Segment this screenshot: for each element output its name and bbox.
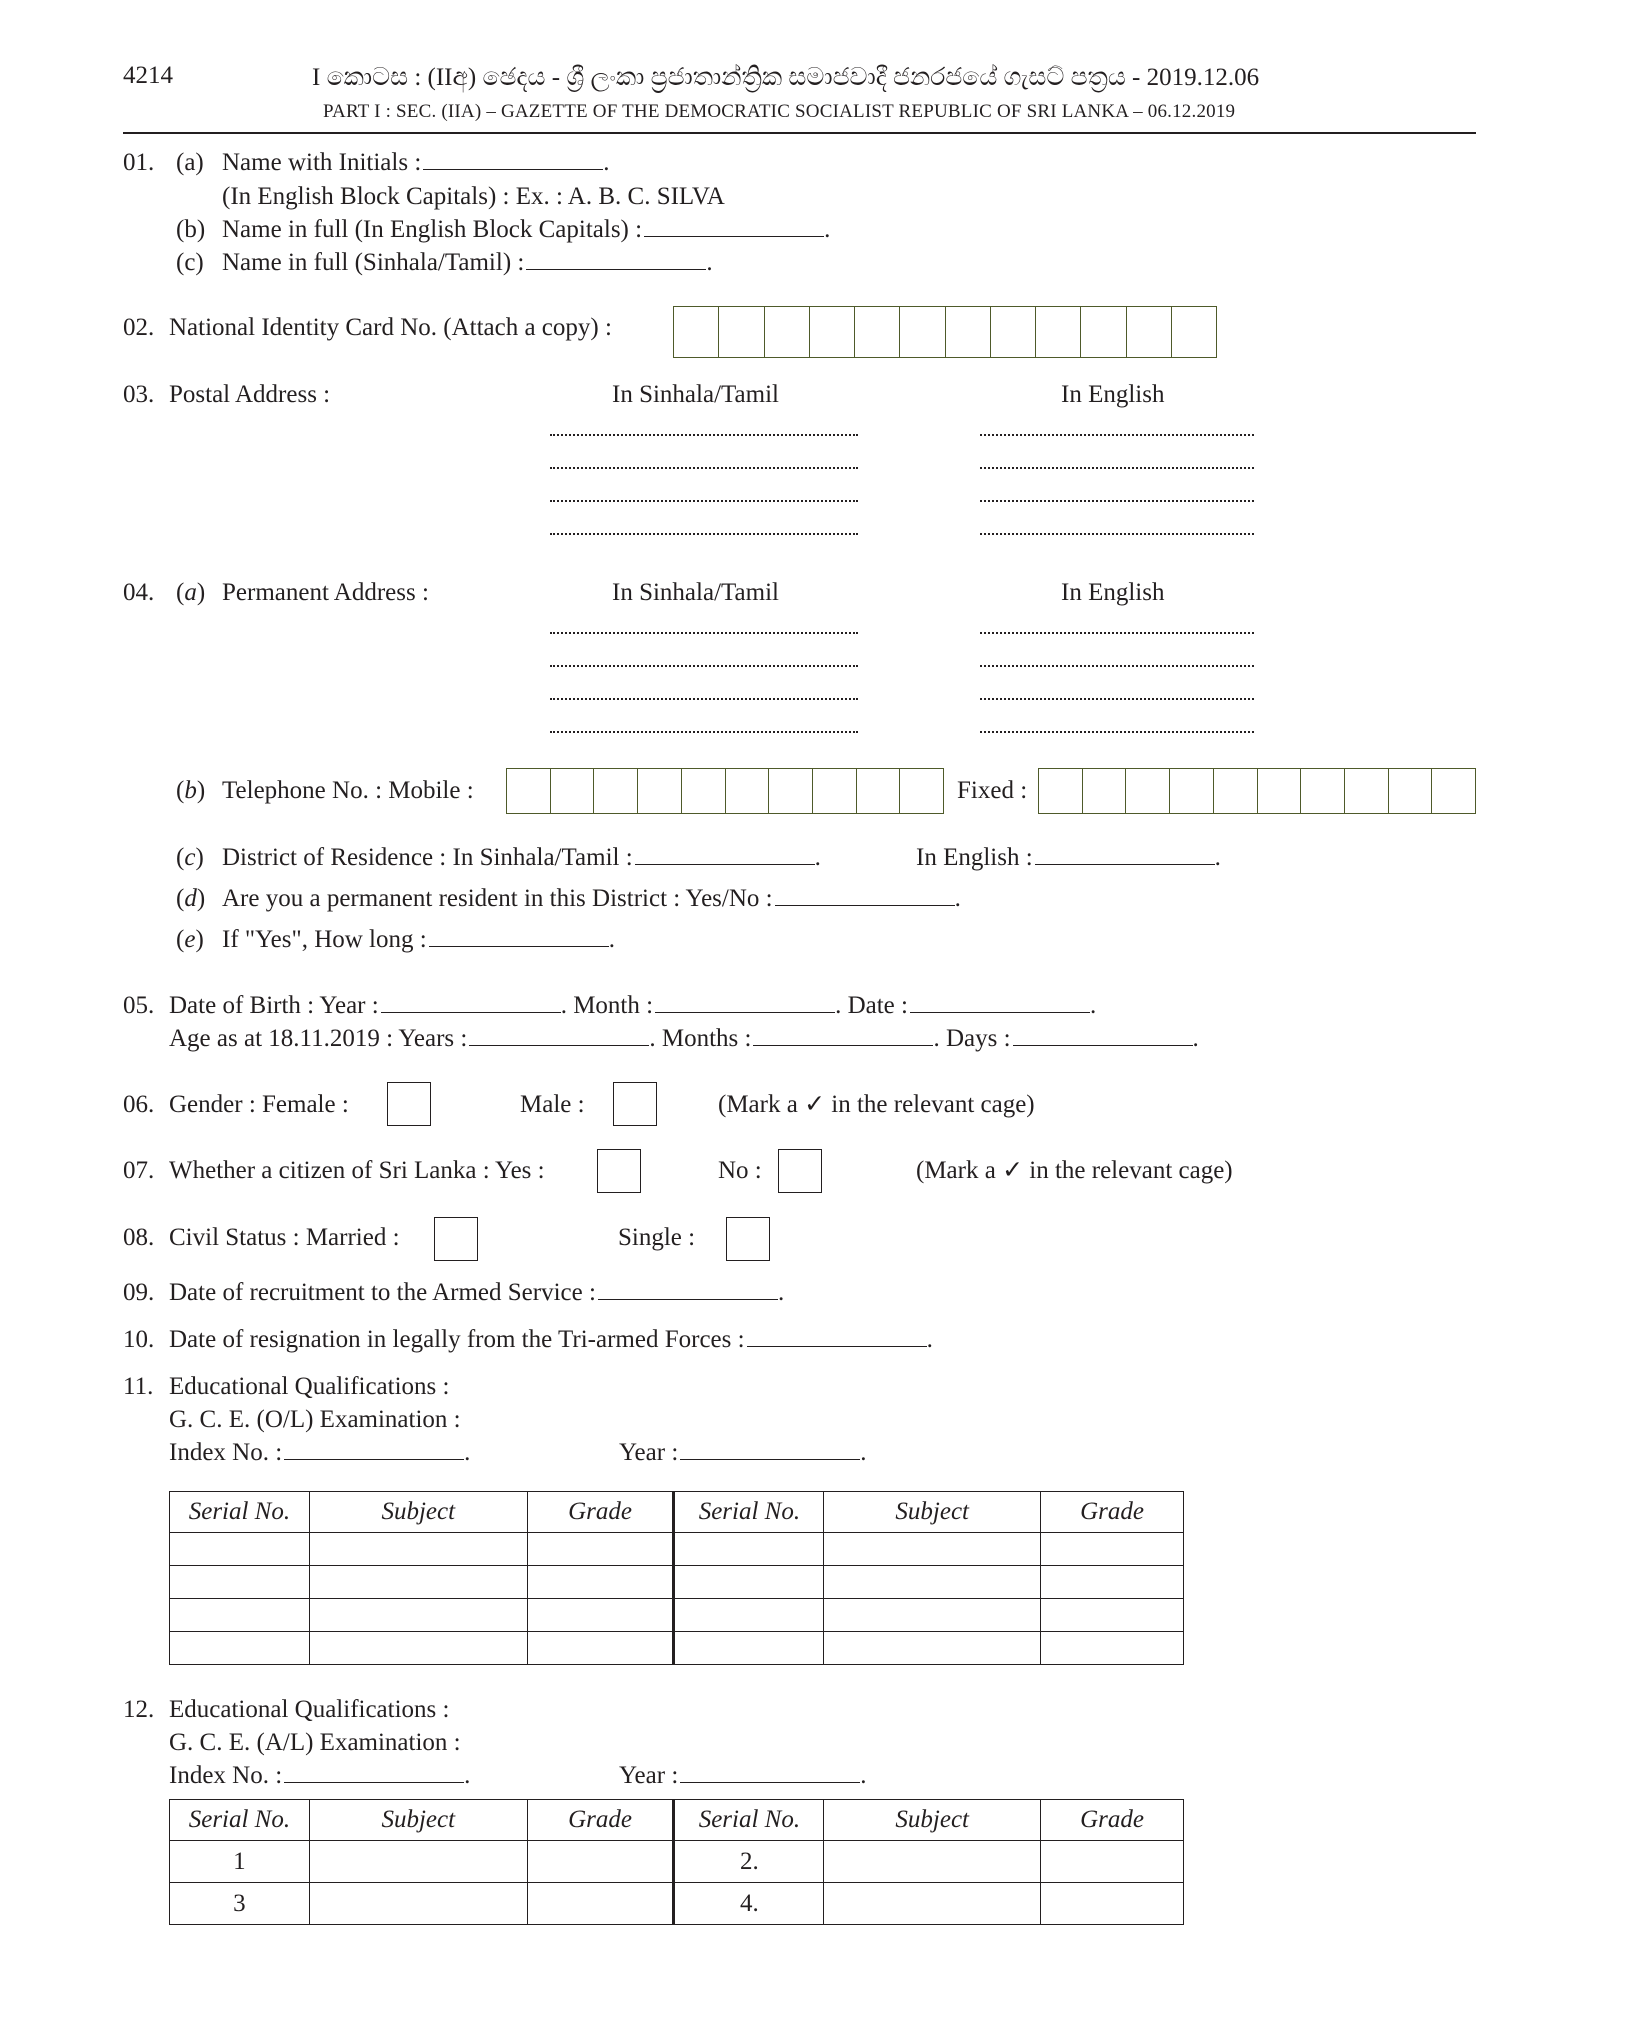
postal-address-label: Postal Address :	[169, 381, 331, 408]
name-initials-example: (In English Block Capitals) : Ex. : A. B. C. SILVA	[222, 183, 725, 210]
postal-sinhala-line-4[interactable]	[550, 533, 858, 535]
civil-single-label: Single :	[618, 1224, 696, 1251]
al-serial-cell: 3	[170, 1883, 310, 1925]
q05-number: 05.	[123, 992, 155, 1019]
al-index-label: Index No. :	[169, 1762, 283, 1789]
ol-index-label: Index No. :	[169, 1439, 283, 1466]
al-header-grade-1: Grade	[527, 1800, 674, 1841]
ol-header-grade-1: Grade	[527, 1492, 674, 1533]
q08-number: 08.	[123, 1224, 155, 1251]
civil-married-checkbox[interactable]	[434, 1217, 478, 1261]
al-index-field[interactable]	[284, 1764, 464, 1783]
q04a-marker: (a)	[176, 579, 206, 606]
q01c-row: Name in full (Sinhala/Tamil) : .	[222, 249, 713, 276]
al-qualifications-label: Educational Qualifications :	[169, 1696, 450, 1723]
al-header-subject-1: Subject	[309, 1800, 527, 1841]
gender-female-label: Gender : Female :	[169, 1091, 349, 1118]
header-rule	[123, 132, 1476, 134]
name-initials-field[interactable]	[423, 151, 603, 170]
gender-note: (Mark a ✓ in the relevant cage)	[718, 1091, 1035, 1118]
q12-number: 12.	[123, 1696, 155, 1723]
al-header-serial-2: Serial No.	[674, 1800, 824, 1841]
q01a-marker: (a)	[176, 149, 204, 176]
ol-year-row: Year : .	[619, 1439, 867, 1466]
telephone-mobile-label: Telephone No. : Mobile :	[222, 777, 474, 804]
ol-index-field[interactable]	[284, 1441, 464, 1460]
recruitment-date-label: Date of recruitment to the Armed Service :	[169, 1279, 596, 1306]
postal-address-col-sinhala: In Sinhala/Tamil	[612, 381, 779, 408]
q02-number: 02.	[123, 314, 155, 341]
telephone-fixed-label: Fixed :	[957, 777, 1028, 804]
postal-english-line-4[interactable]	[980, 533, 1254, 535]
permanent-english-line-4[interactable]	[980, 731, 1254, 733]
ol-table-header-row	[170, 1492, 1184, 1533]
permanent-address-col-sinhala: In Sinhala/Tamil	[612, 579, 779, 606]
table-row	[170, 1883, 1184, 1925]
q01-number: 01.	[123, 149, 155, 176]
al-exam-label: G. C. E. (A/L) Examination :	[169, 1729, 461, 1756]
q04b-marker: (b)	[176, 777, 206, 804]
q07-number: 07.	[123, 1157, 155, 1184]
full-name-sinhala-label: Name in full (Sinhala/Tamil) :	[222, 249, 525, 276]
permanent-sinhala-line-2[interactable]	[550, 665, 858, 667]
q04e-row: If "Yes", How long : .	[222, 926, 615, 953]
al-serial-cell: 2.	[674, 1841, 824, 1883]
citizen-note: (Mark a ✓ in the relevant cage)	[916, 1157, 1233, 1184]
al-header-subject-2: Subject	[824, 1800, 1041, 1841]
q11-number: 11.	[123, 1373, 154, 1400]
gender-male-label: Male :	[520, 1091, 585, 1118]
q04c-english-row: In English : .	[916, 844, 1221, 871]
postal-address-col-english: In English	[1061, 381, 1165, 408]
age-months-field[interactable]	[753, 1027, 933, 1046]
district-english-field[interactable]	[1035, 846, 1215, 865]
q04c-row: District of Residence : In Sinhala/Tamil : .	[222, 844, 821, 871]
resignation-date-field[interactable]	[747, 1328, 927, 1347]
name-initials-label: Name with Initials :	[222, 149, 422, 176]
q09-row: Date of recruitment to the Armed Service : .	[169, 1279, 785, 1306]
al-results-table	[169, 1799, 1184, 1925]
table-row	[170, 1533, 1184, 1566]
age-years-field[interactable]	[469, 1027, 649, 1046]
nic-number-cells[interactable]	[673, 306, 1217, 358]
postal-english-line-3[interactable]	[980, 500, 1254, 502]
al-year-field[interactable]	[680, 1764, 860, 1783]
al-index-row: Index No. : .	[169, 1762, 471, 1789]
dob-month-field[interactable]	[655, 994, 835, 1013]
al-serial-cell: 1	[170, 1841, 310, 1883]
full-name-english-label: Name in full (In English Block Capitals) :	[222, 216, 643, 243]
civil-single-checkbox[interactable]	[726, 1217, 770, 1261]
table-row	[170, 1599, 1184, 1632]
q01a-row: Name with Initials : .	[222, 149, 610, 176]
q10-number: 10.	[123, 1326, 155, 1353]
q01b-row: Name in full (In English Block Capitals) : .	[222, 216, 831, 243]
citizen-yes-label: Whether a citizen of Sri Lanka : Yes :	[169, 1157, 545, 1184]
permanent-sinhala-line-3[interactable]	[550, 698, 858, 700]
al-year-row: Year : .	[619, 1762, 867, 1789]
mobile-number-cells[interactable]	[506, 768, 944, 814]
q03-number: 03.	[123, 381, 155, 408]
age-days-field[interactable]	[1013, 1027, 1193, 1046]
al-table-header-row	[170, 1800, 1184, 1841]
permanent-english-line-1[interactable]	[980, 632, 1254, 634]
q04d-marker: (d)	[176, 885, 206, 912]
recruitment-date-field[interactable]	[598, 1281, 778, 1300]
dob-year-label: Date of Birth : Year :	[169, 992, 379, 1019]
gender-female-checkbox[interactable]	[387, 1082, 431, 1126]
table-row	[170, 1632, 1184, 1665]
al-header-serial-1: Serial No.	[170, 1800, 310, 1841]
permanent-english-line-2[interactable]	[980, 665, 1254, 667]
district-english-label: In English :	[916, 844, 1033, 871]
ol-header-serial-2: Serial No.	[674, 1492, 824, 1533]
full-name-english-field[interactable]	[644, 218, 824, 237]
resignation-date-label: Date of resignation in legally from the Tri-armed Forces :	[169, 1326, 745, 1353]
ol-exam-label: G. C. E. (O/L) Examination :	[169, 1406, 461, 1433]
how-long-label: If "Yes", How long :	[222, 926, 427, 953]
citizen-yes-checkbox[interactable]	[597, 1149, 641, 1193]
postal-english-line-1[interactable]	[980, 434, 1254, 436]
ol-results-table	[169, 1491, 1184, 1665]
page-number: 4214	[123, 62, 173, 89]
q01b-marker: (b)	[176, 216, 206, 243]
age-row: Age as at 18.11.2019 : Years : . Months : . Days : .	[169, 1025, 1199, 1052]
permanent-sinhala-line-4[interactable]	[550, 731, 858, 733]
q10-row: Date of resignation in legally from the Tri-armed Forces : .	[169, 1326, 933, 1353]
q04d-row: Are you a permanent resident in this District : Yes/No : .	[222, 885, 961, 912]
fixed-number-cells[interactable]	[1038, 768, 1476, 814]
ol-header-subject-1: Subject	[309, 1492, 527, 1533]
ol-year-label: Year :	[619, 1439, 679, 1466]
district-sinhala-field[interactable]	[635, 846, 815, 865]
district-sinhala-label: District of Residence : In Sinhala/Tamil :	[222, 844, 633, 871]
gender-male-checkbox[interactable]	[613, 1082, 657, 1126]
ol-header-subject-2: Subject	[824, 1492, 1041, 1533]
permanent-sinhala-line-1[interactable]	[550, 632, 858, 634]
ol-qualifications-label: Educational Qualifications :	[169, 1373, 450, 1400]
al-year-label: Year :	[619, 1762, 679, 1789]
age-years-label: Age as at 18.11.2019 : Years :	[169, 1025, 468, 1052]
dob-month-label: Month :	[573, 992, 654, 1019]
dob-date-field[interactable]	[910, 994, 1090, 1013]
nic-label: National Identity Card No. (Attach a copy) :	[169, 314, 612, 341]
q01c-marker: (c)	[176, 249, 204, 276]
permanent-address-label: Permanent Address :	[222, 579, 429, 606]
ol-index-row: Index No. : .	[169, 1439, 471, 1466]
full-name-sinhala-field[interactable]	[526, 251, 706, 270]
dob-row: Date of Birth : Year : . Month : . Date : .	[169, 992, 1097, 1019]
q06-number: 06.	[123, 1091, 155, 1118]
postal-english-line-2[interactable]	[980, 467, 1254, 469]
gazette-title-english: PART I : SEC. (IIA) – GAZETTE OF THE DEMOCRATIC SOCIALIST REPUBLIC OF SRI LANKA – 06.12.2019	[323, 101, 1236, 122]
q04c-marker: (c)	[176, 844, 204, 871]
al-serial-cell: 4.	[674, 1883, 824, 1925]
permanent-address-col-english: In English	[1061, 579, 1165, 606]
postal-sinhala-line-1[interactable]	[550, 434, 858, 436]
q04e-marker: (e)	[176, 926, 204, 953]
citizen-no-label: No :	[718, 1157, 762, 1184]
q09-number: 09.	[123, 1279, 155, 1306]
age-days-label: Days :	[945, 1025, 1011, 1052]
al-header-grade-2: Grade	[1041, 1800, 1184, 1841]
permanent-resident-field[interactable]	[775, 887, 955, 906]
table-row	[170, 1566, 1184, 1599]
dob-date-label: Date :	[847, 992, 908, 1019]
citizen-no-checkbox[interactable]	[778, 1149, 822, 1193]
civil-married-label: Civil Status : Married :	[169, 1224, 400, 1251]
ol-year-field[interactable]	[680, 1441, 860, 1460]
table-row	[170, 1841, 1184, 1883]
permanent-english-line-3[interactable]	[980, 698, 1254, 700]
postal-sinhala-line-2[interactable]	[550, 467, 858, 469]
permanent-resident-label: Are you a permanent resident in this District : Yes/No :	[222, 885, 773, 912]
q04-number: 04.	[123, 579, 155, 606]
dob-year-field[interactable]	[381, 994, 561, 1013]
age-months-label: Months :	[661, 1025, 752, 1052]
gazette-title-sinhala: I කොටස : (IIඅ) ඡෙදය - ශ්‍රී ලංකා ප්‍රජාතාන්ත්‍රික සමාජවාදී ජනරජයේ ගැසට් පත්‍රය - 2019.12.06	[312, 64, 1260, 91]
ol-header-grade-2: Grade	[1041, 1492, 1184, 1533]
how-long-field[interactable]	[429, 928, 609, 947]
ol-header-serial-1: Serial No.	[170, 1492, 310, 1533]
postal-sinhala-line-3[interactable]	[550, 500, 858, 502]
